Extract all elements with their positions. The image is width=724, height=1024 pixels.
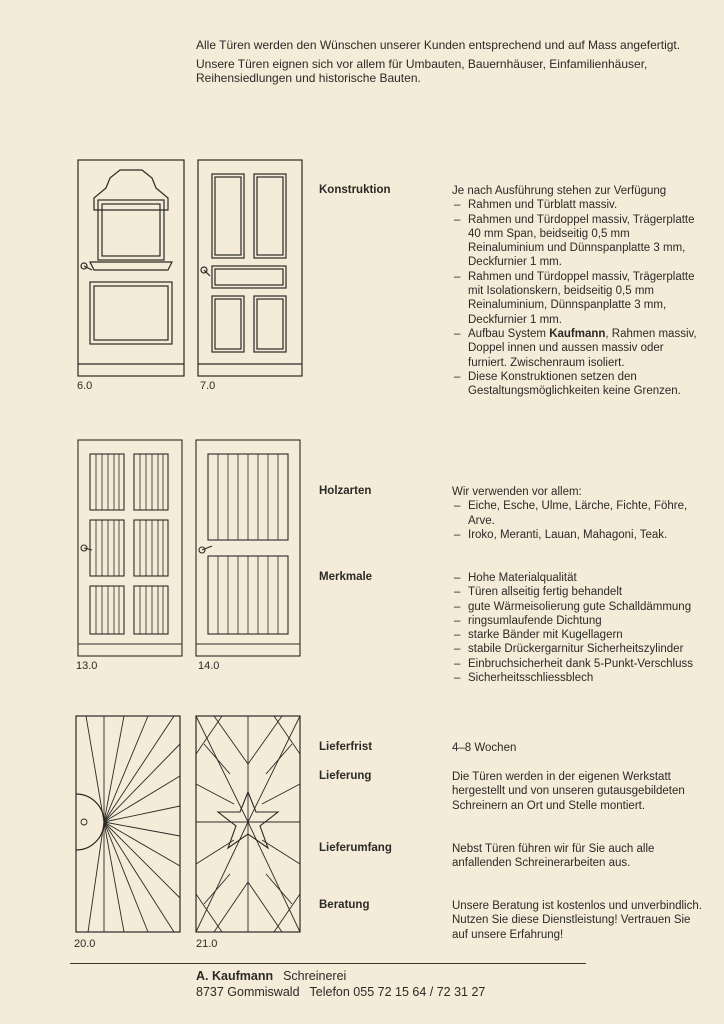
konstruktion-text (452, 184, 702, 398)
holzarten-item: – Iroko, Meranti, Lauan, Mahagoni, Teak. (452, 528, 702, 542)
door-7-label: 7.0 (200, 380, 216, 392)
door-14-label: 14.0 (198, 660, 220, 672)
holzarten-text (452, 485, 702, 542)
door-13-label: 13.0 (76, 660, 98, 672)
merkmale-item: – stabile Drückergarnitur Sicherheitszylinder (452, 642, 702, 656)
door-13-illustration (76, 438, 184, 658)
konstruktion-intro: Je nach Ausführung stehen zur Verfügung (452, 185, 667, 197)
merkmale-text (452, 571, 702, 685)
company-name: A. Kaufmann (196, 969, 274, 983)
system-name: Kaufmann (549, 327, 606, 340)
konstruktion-item (452, 327, 702, 370)
intro-text (196, 38, 696, 90)
holzarten-heading: Holzarten (319, 485, 372, 497)
door-14-illustration (194, 438, 302, 658)
door-21-label: 21.0 (196, 938, 218, 950)
merkmale-item: – ringsumlaufende Dichtung (452, 614, 702, 628)
merkmale-item: – Türen allseitig fertig behandelt (452, 585, 702, 599)
merkmale-item: – Sicherheitsschliessblech (452, 671, 702, 685)
intro-line-2: Unsere Türen eignen sich vor allem für Umbauten, Bauernhäuser, Einfamilienhäuser, Reihensiedlungen und historische Bauten. (196, 57, 648, 85)
lieferung-text: Die Türen werden in der eigenen Werkstatt hergestellt und von unseren gutausgebildeten Schreinern an Ort und Stelle montiert. (452, 771, 685, 812)
door-7-illustration (196, 158, 304, 378)
company-address: 8737 Gommiswald (196, 985, 300, 999)
footer-divider (70, 963, 586, 964)
footer (196, 968, 485, 1000)
konstruktion-item: – Rahmen und Türblatt massiv. (452, 198, 702, 212)
konstruktion-item: – Rahmen und Türdoppel massiv, Trägerplatte 40 mm Span, beidseitig 0,5 mm Reinaluminium und Dünnspanplatte 3 mm, Deckfurnier 1 mm. (452, 213, 702, 270)
lieferumfang-heading: Lieferumfang (319, 842, 392, 854)
merkmale-heading: Merkmale (319, 571, 373, 583)
intro-line-1: Alle Türen werden den Wünschen unserer Kunden entsprechend und auf Mass angefertigt. (196, 38, 681, 52)
door-20-illustration (74, 714, 182, 934)
company-trade: Schreinerei (283, 969, 347, 983)
footer-line-2 (196, 984, 485, 1000)
merkmale-item: – starke Bänder mit Kugellagern (452, 628, 702, 642)
lieferfrist-heading: Lieferfrist (319, 741, 373, 753)
merkmale-item: – Hohe Materialqualität (452, 571, 702, 585)
lieferumfang-text: Nebst Türen führen wir für Sie auch alle anfallenden Schreinerarbeiten aus. (452, 843, 655, 870)
konstruktion-item: – Rahmen und Türdoppel massiv, Trägerplatte mit Isolationskern, beidseitig 0,5 mm Reinaluminium, Dünnspanplatte 3 mm, Deckfurnier 1 mm. (452, 270, 702, 327)
lieferfrist-text: 4–8 Wochen (452, 742, 517, 754)
lieferung-heading: Lieferung (319, 770, 372, 782)
merkmale-item: – Einbruchsicherheit dank 5-Punkt-Verschluss (452, 657, 702, 671)
holzarten-intro: Wir verwenden vor allem: (452, 486, 582, 498)
door-21-illustration (194, 714, 302, 934)
door-20-label: 20.0 (74, 938, 96, 950)
door-6-label: 6.0 (77, 380, 93, 392)
beratung-text: Unsere Beratung ist kostenlos und unverbindlich. Nutzen Sie diese Dienstleistung! Vertrauen Sie auf unsere Erfahrung! (452, 900, 702, 941)
holzarten-item: – Eiche, Esche, Ulme, Lärche, Fichte, Föhre, Arve. (452, 499, 702, 528)
beratung-heading: Beratung (319, 899, 370, 911)
system-prefix: Aufbau System (468, 327, 550, 340)
door-6-illustration (76, 158, 186, 378)
konstruktion-item: – Diese Konstruktionen setzen den Gestaltungsmöglichkeiten keine Grenzen. (452, 370, 702, 399)
merkmale-item: – gute Wärmeisolierung gute Schalldämmung (452, 600, 702, 614)
company-phone: Telefon 055 72 15 64 / 72 31 27 (309, 985, 486, 999)
system-rest: , Rahmen massiv, Doppel innen und aussen massiv oder furniert. Zwischenraum isoliert. (468, 327, 697, 369)
footer-line-1 (196, 968, 485, 984)
konstruktion-heading: Konstruktion (319, 184, 391, 196)
